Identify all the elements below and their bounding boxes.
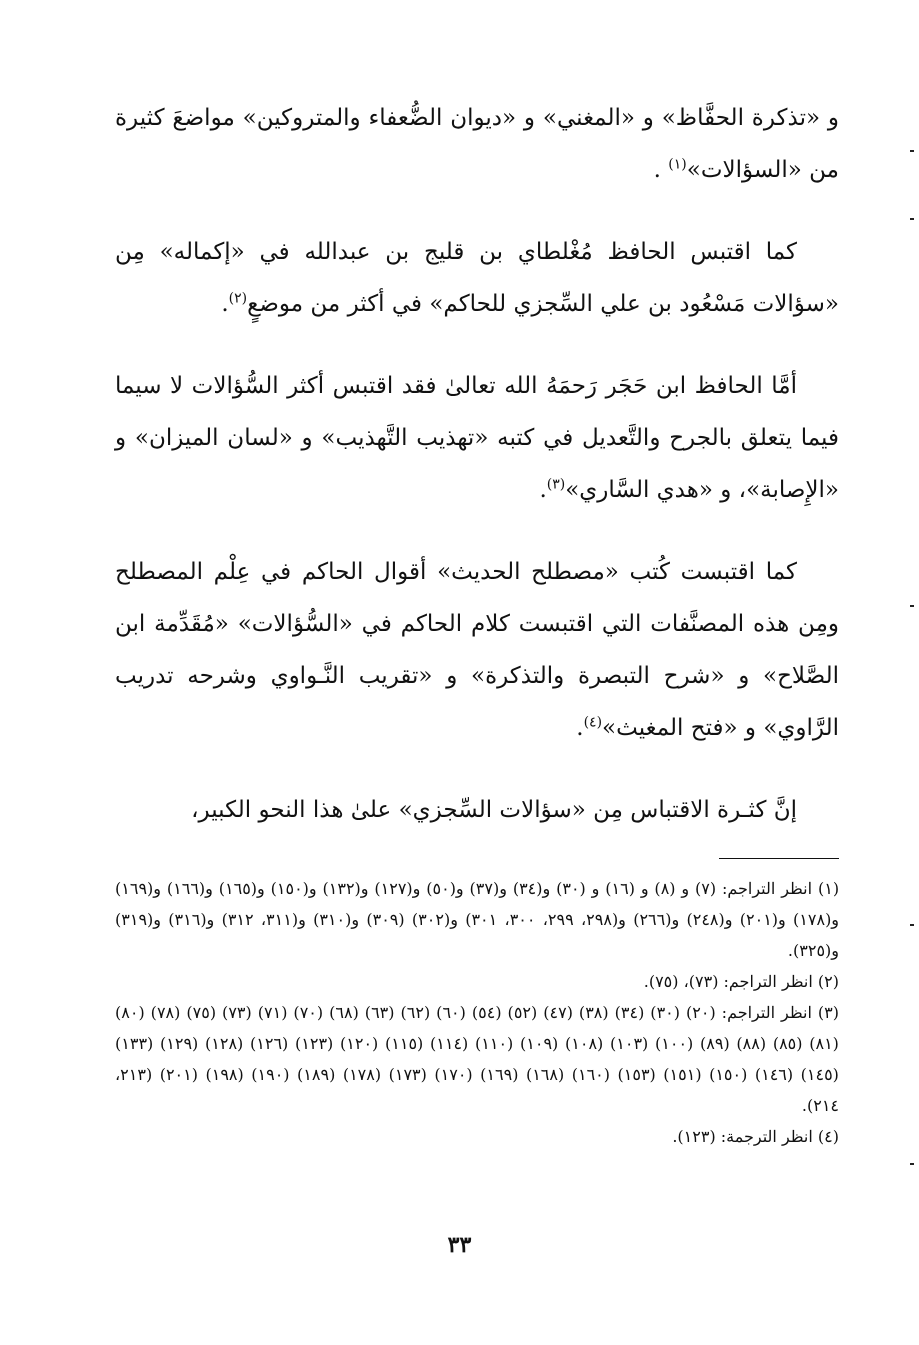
footnotes (115, 873, 839, 1152)
main-text (115, 92, 839, 836)
footnote-text: انظر التراجم: (٢٠) (٣٠) (٣٤) (٣٨) (٤٧) (٥٢) (٥٤) (٦٠) (٦٢) (٦٣) (٦٨) (٧٠) (٧١) (٧٣) (٧٥) (٧٨) (٨٠) (٨١) (٨٥) (٨٨) (٨٩) (١٠٠) (١٠٣) (١٠٨) (١٠٩) (١١٠) (١١٤) (١١٥) (١٢٠) (١٢٣) (١٢٦) (١٢٨) (١٢٩) (١٣٣) (١٤٥) (١٤٦) (١٥٠) (١٥١) (١٥٣) (١٦٠) (١٦٨) (١٦٩) (١٧٠) (١٧٣) (١٧٨) (١٨٩) (١٩٠) (١٩٨) (٢٠١) (٢١٣، ٢١٤). (115, 1003, 839, 1115)
paragraph-3 (115, 360, 839, 516)
footnote-4 (115, 1121, 839, 1152)
footnote-2 (115, 966, 839, 997)
paragraph-text: أمَّا الحافظ ابن حَجَر رَحمَهُ الله تعالىٰ فقد اقتبس أكثر السُّؤالات لا سيما فيما يتعلق بالجرح والتَّعديل في كتبه «تهذيب التَّهذيب» و «لسان الميزان» و «الإِصابة»، و «هدي السَّاري» (115, 373, 839, 503)
edge-mark (910, 924, 914, 926)
footnote-marker: (١) (817, 879, 840, 898)
footnote-ref[interactable]: (٣) (546, 476, 566, 493)
footnote-text: انظر الترجمة: (١٢٣). (672, 1127, 813, 1146)
paragraph-text: كما اقتبست كُتب «مصطلح الحديث» أقوال الحاكم في عِلْم المصطلح ومِن هذه المصنَّفات التي اقتبست كلام الحاكم في «السُّؤالات» «مُقَدِّمة ابن الصَّلاح» و «شرح التبصرة والتذكرة» و «تقريب النَّـواوي وشرحه تدريب الرَّاوي» و «فتح المغيث» (115, 559, 839, 741)
paragraph-text: كما اقتبس الحافظ مُغْلطاي بن قليج بن عبدالله في «إكماله» مِن «سؤالات مَسْعُود بن علي السِّجزي للحاكم» في أكثر من موضعٍ (115, 239, 839, 317)
paragraph-end: . (539, 477, 547, 503)
footnote-marker: (٢) (817, 972, 839, 991)
edge-mark (910, 605, 914, 607)
edge-mark (910, 218, 914, 220)
paragraph-text: إنَّ كثـرة الاقتباس مِن «سؤالات السِّجزي» علىٰ هذا النحو الكبير، (191, 797, 797, 823)
footnote-1 (115, 873, 839, 966)
footnote-text: انظر التراجم: (٧) و (٨) و (١٦) و (٣٠) و(٣٤) و(٣٧) و(٥٠) و(١٢٧) و(١٣٢) و(١٥٠) و(١٦٥) و(١٦٦) و(١٦٩) و(١٧٨) و(٢٠١) و(٢٤٨) و(٢٦٦) و(٢٩٨، ٢٩٩، ٣٠٠، ٣٠١) و(٣٠٢) (٣٠٩) و(٣١٠) و(٣١١، ٣١٢) و(٣١٦) و(٣١٩) و(٣٢٥). (115, 879, 840, 960)
paragraph-5 (115, 784, 839, 836)
paragraph-4 (115, 546, 839, 754)
paragraph-2 (115, 226, 839, 330)
paragraph-end: . (576, 715, 584, 741)
edge-mark (910, 1163, 914, 1165)
paragraph-text: و «تذكرة الحفَّاظ» و «المغني» و «ديوان الضُّعفاء والمتروكين» مواضعَ كثيرة من «السؤالات» (115, 105, 839, 183)
footnote-ref[interactable]: (٢) (228, 290, 248, 307)
footnote-ref[interactable]: (٤) (583, 714, 603, 731)
paragraph-end: . (221, 291, 229, 317)
footnote-marker: (٣) (817, 1003, 840, 1022)
footnote-ref[interactable]: (١) (668, 156, 687, 173)
footnote-text: انظر التراجم: (٧٣)، (٧٥). (643, 972, 813, 991)
footnote-marker: (٤) (817, 1127, 839, 1146)
footnote-divider (719, 858, 839, 859)
page-number: ٣٣ (447, 1232, 472, 1258)
edge-mark (910, 150, 914, 152)
page-content (115, 92, 839, 1152)
paragraph-1 (115, 92, 839, 196)
footnote-3 (115, 997, 839, 1121)
paragraph-end: . (653, 157, 661, 183)
